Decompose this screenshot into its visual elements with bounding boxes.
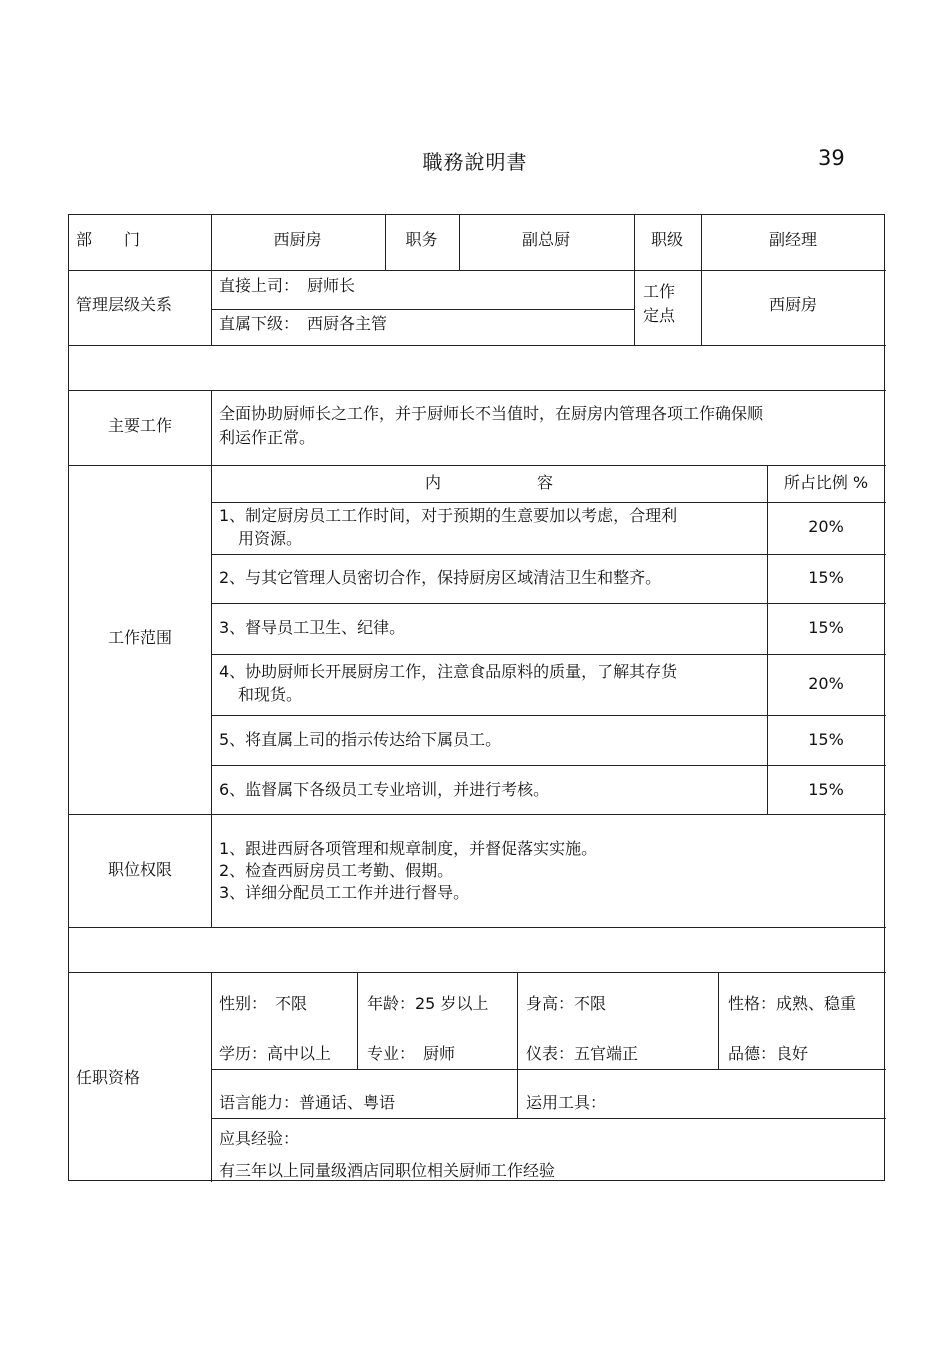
col-divider: [211, 972, 212, 1182]
row-divider: [212, 654, 886, 655]
col-divider: [211, 814, 212, 927]
experience-label: 应具经验：: [219, 1129, 300, 1148]
scope-item-ratio: 15%: [808, 618, 844, 637]
major-field: 专业： 厨师: [367, 1044, 456, 1063]
row-divider: [69, 972, 886, 973]
scope-item-ratio: 20%: [808, 517, 844, 536]
authority-label: 职位权限: [107, 860, 172, 879]
location-value: 西厨房: [768, 295, 817, 314]
col-divider: [517, 972, 518, 1118]
morality-field: 品德：良好: [728, 1044, 809, 1063]
personality-field: 性格：成熟、稳重: [728, 994, 857, 1013]
row-divider: [212, 554, 886, 555]
height-field: 身高：不限: [526, 994, 607, 1013]
row-divider: [212, 1118, 886, 1119]
tools-field: 运用工具：: [526, 1093, 607, 1112]
main-duty-label: 主要工作: [107, 416, 172, 435]
gender-field: 性别： 不限: [219, 994, 308, 1013]
row-divider: [69, 814, 886, 815]
col-divider: [211, 390, 212, 814]
row-divider: [212, 715, 886, 716]
dept-label: 部 门: [76, 230, 141, 249]
page-number: 39: [818, 146, 845, 170]
scope-item-line2: 用资源。: [238, 529, 303, 548]
hierarchy-label: 管理层级关系: [76, 295, 173, 314]
position-label: 职务: [405, 230, 438, 249]
row-divider: [69, 390, 886, 391]
row-divider: [212, 765, 886, 766]
scope-item-ratio: 20%: [808, 674, 844, 693]
content-header: 内 容: [424, 473, 553, 492]
scope-item-ratio: 15%: [808, 730, 844, 749]
scope-label: 工作范围: [107, 628, 172, 647]
language-field: 语言能力：普通话、粤语: [219, 1093, 396, 1112]
appearance-field: 仪表：五官端正: [526, 1044, 639, 1063]
position-value: 副总厨: [521, 230, 570, 249]
grade-label: 职级: [650, 230, 683, 249]
location-label-line1: 工作: [643, 282, 676, 301]
grade-value: 副经理: [768, 230, 817, 249]
row-divider: [69, 927, 886, 928]
authority-item: 2、检查西厨房员工考勤、假期。: [219, 861, 454, 880]
row-divider: [212, 1069, 886, 1070]
document-title: 職務說明書: [422, 150, 528, 174]
row-divider: [212, 502, 886, 503]
scope-item-ratio: 15%: [808, 780, 844, 799]
scope-item-line2: 和现货。: [238, 685, 303, 704]
scope-item-ratio: 15%: [808, 568, 844, 587]
ratio-header: 所占比例 %: [783, 473, 869, 492]
scope-item-line1: 3、督导员工卫生、纪律。: [219, 618, 406, 637]
authority-item: 3、详细分配员工工作并进行督导。: [219, 883, 470, 902]
education-field: 学历：高中以上: [219, 1044, 332, 1063]
direct-superior: 直接上司： 厨师长: [219, 276, 356, 295]
main-duty-line2: 利运作正常。: [219, 428, 316, 447]
row-divider: [69, 465, 886, 466]
experience-value: 有三年以上同量级酒店同职位相关厨师工作经验: [219, 1161, 556, 1180]
qualification-label: 任职资格: [76, 1068, 141, 1087]
authority-item: 1、跟进西厨各项管理和规章制度，并督促落实实施。: [219, 839, 598, 858]
row-divider: [69, 345, 886, 346]
scope-item-line1: 5、将直属上司的指示传达给下属员工。: [219, 730, 502, 749]
row-divider: [212, 603, 886, 604]
scope-item-line1: 6、监督属下各级员工专业培训，并进行考核。: [219, 780, 550, 799]
row-divider: [212, 309, 635, 310]
row-divider: [69, 270, 886, 271]
main-duty-line1: 全面协助厨师长之工作，并于厨师长不当值时，在厨房内管理各项工作确保顺: [219, 404, 764, 423]
age-field: 年龄：25 岁以上: [367, 994, 489, 1013]
col-divider: [357, 972, 358, 1069]
scope-item-line1: 2、与其它管理人员密切合作，保持厨房区域清洁卫生和整齐。: [219, 568, 662, 587]
job-description-table: [68, 214, 885, 1181]
dept-value: 西厨房: [273, 230, 322, 249]
location-label-line2: 定点: [643, 306, 676, 325]
scope-item-line1: 4、协助厨师长开展厨房工作，注意食品原料的质量，了解其存货: [219, 662, 678, 681]
scope-item-line1: 1、制定厨房员工工作时间，对于预期的生意要加以考虑，合理利: [219, 506, 678, 525]
direct-subordinate: 直属下级： 西厨各主管: [219, 314, 388, 333]
col-divider: [718, 972, 719, 1069]
